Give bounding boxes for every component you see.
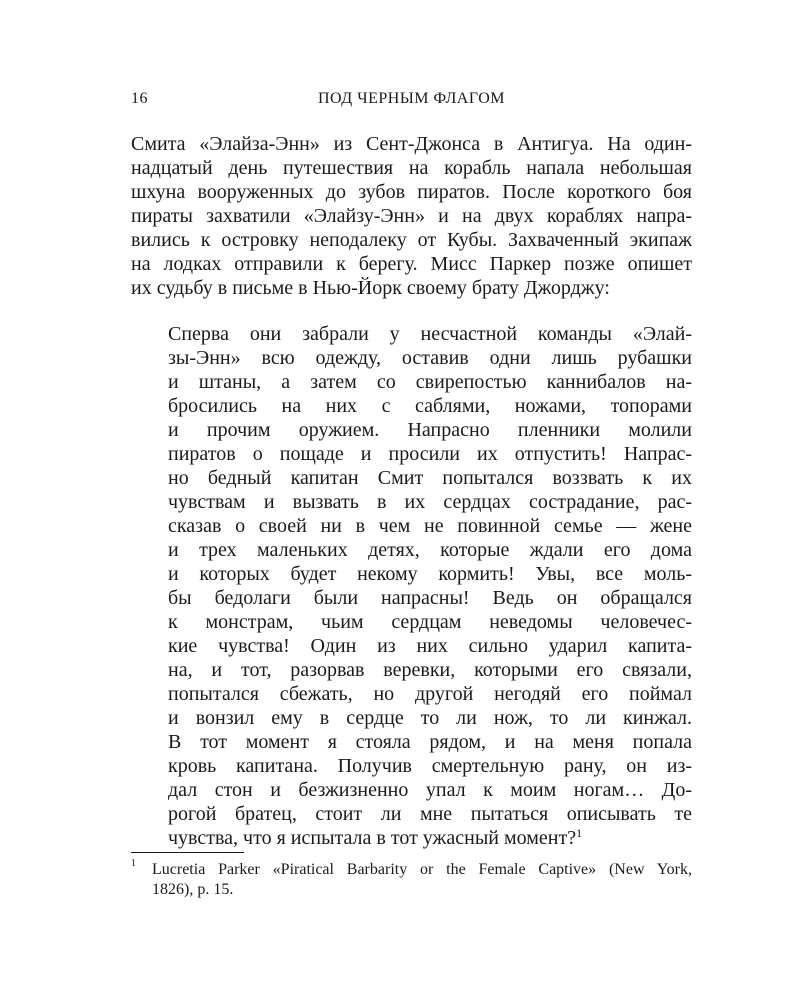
quote-line: и прочим оружием. Напрасно пленники молили xyxy=(168,419,692,441)
quote-line: на, и тот, разорвав веревки, которыми его связали, xyxy=(168,659,692,681)
quote-line: зы-Энн» всю одежду, оставив одни лишь рубашки xyxy=(168,347,692,369)
running-title: ПОД ЧЕРНЫМ ФЛАГОМ xyxy=(317,90,505,107)
quote-line: пиратов о пощаде и просили их отпустить! Напрас- xyxy=(168,443,692,465)
footnote-divider xyxy=(131,852,244,853)
quote-line: чувства, что я испытала в тот ужасный момент? xyxy=(168,827,577,849)
body-line: Смита «Элайза-Энн» из Сент-Джонса в Антигуа. На один- xyxy=(131,133,692,155)
quote-line: сказав о своей ни в чем не повинной семье — жене xyxy=(168,515,692,537)
quote-line: но бедный капитан Смит попытался воззвать к их xyxy=(168,467,692,489)
body-line: их судьбу в письме в Нью-Йорк своему брату Джорджу: xyxy=(131,277,610,299)
quote-line: и вонзил ему в сердце то ли нож, то ли кинжал. xyxy=(168,707,692,729)
quote-line: кие чувства! Один из них сильно ударил капита- xyxy=(168,635,692,657)
quote-line: и трех маленьких детях, которые ждали его дома xyxy=(168,539,692,561)
quote-line: бросились на них с саблями, ножами, топорами xyxy=(168,395,692,417)
quote-last-line xyxy=(168,826,582,850)
quote-line: Сперва они забрали у несчастной команды «Элай- xyxy=(168,323,692,345)
quote-line: кровь капитана. Получив смертельную рану, он из- xyxy=(168,755,692,777)
body-line: шхуна вооруженных до зубов пиратов. После короткого боя xyxy=(131,181,692,203)
body-line: вились к островку неподалеку от Кубы. Захваченный экипаж xyxy=(131,229,692,251)
quote-line: В тот момент я стояла рядом, и на меня попала xyxy=(168,731,692,753)
footnote-reference[interactable]: 1 xyxy=(576,826,583,840)
footnote-text-line: Lucretia Parker «Piratical Barbarity or the Female Captive» (New York, xyxy=(152,861,692,878)
quote-line: бы бедолаги были напрасны! Ведь он обращался xyxy=(168,587,692,609)
page-number: 16 xyxy=(131,90,148,107)
body-line: пираты захватили «Элайзу-Энн» и на двух кораблях напра- xyxy=(131,205,692,227)
body-line: надцатый день путешествия на корабль напала небольшая xyxy=(131,157,692,179)
footnote-number: 1 xyxy=(131,858,136,869)
page-header xyxy=(131,90,692,114)
quote-line: к монстрам, чьим сердцам неведомы человечес- xyxy=(168,611,692,633)
quote-line: чувствам и вызвать в их сердцах сострадание, рас- xyxy=(168,491,692,513)
quote-line: и штаны, а затем со свирепостью каннибалов на- xyxy=(168,371,692,393)
footnote-text-line: 1826), p. 15. xyxy=(152,881,234,898)
quote-line: попытался сбежать, но другой негодяй его поймал xyxy=(168,683,692,705)
quote-line: дал стон и безжизненно упал к моим ногам… До- xyxy=(168,779,692,801)
quote-line: и которых будет некому кормить! Увы, все моль- xyxy=(168,563,692,585)
body-line: на лодках отправили к берегу. Мисс Паркер позже опишет xyxy=(131,253,692,275)
quote-line: рогой братец, стоит ли мне пытаться описывать те xyxy=(168,803,692,825)
